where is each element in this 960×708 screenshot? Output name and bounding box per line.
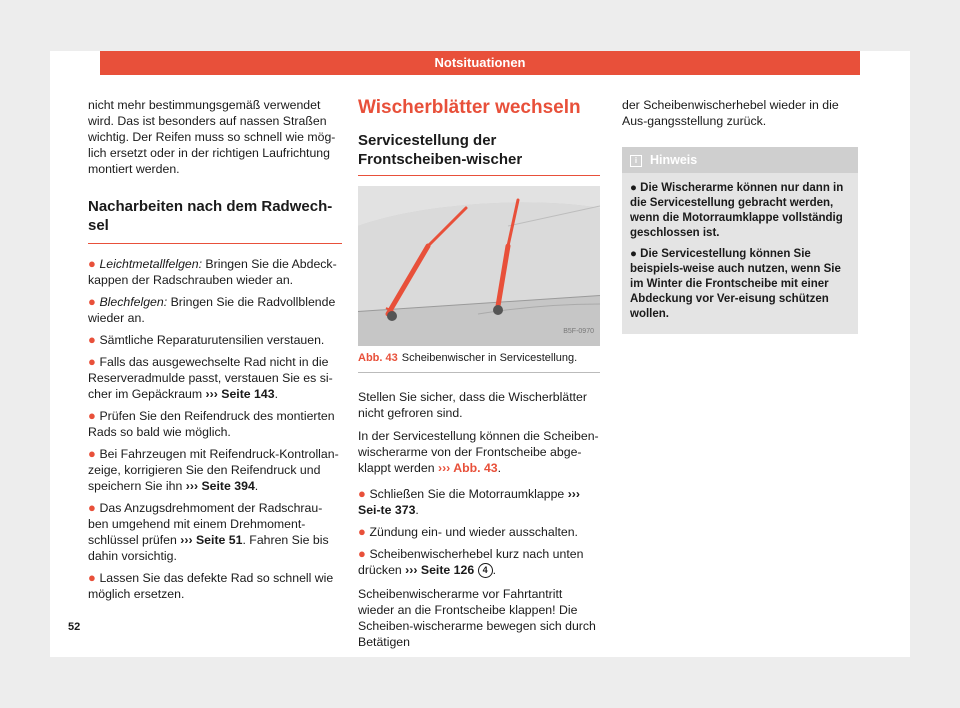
- info-icon: i: [630, 155, 642, 167]
- note-box: [622, 147, 858, 334]
- page-number: 52: [68, 621, 81, 633]
- list-item: ● Falls das ausgewechselte Rad nicht in die Reserveradmulde passt, verstauen Sie es si-cher im Gepäckraum ››› Seite 143.: [88, 354, 333, 401]
- page-link[interactable]: ››› Seite 394: [185, 479, 255, 493]
- page-link[interactable]: ››› Seite 143: [205, 387, 275, 401]
- page: [50, 51, 910, 657]
- bullet-icon: ●: [88, 354, 100, 369]
- column-middle: [358, 97, 600, 657]
- page-link[interactable]: ››› Seite 51: [180, 533, 243, 547]
- bullet-icon: ●: [88, 500, 100, 515]
- list-item: ● Die Servicestellung können Sie beispiels-weise auch nutzen, wenn Sie im Winter die Frontscheibe mit einer Abdeckung vor Ver-eisung schützen wollen.: [630, 248, 841, 320]
- note-body: [622, 173, 858, 334]
- bullet-icon: ●: [358, 486, 370, 501]
- list-item: ● Das Anzugsdrehmoment der Radschrau-ben umgehend mit einem Drehmoment-schlüssel prüfen ››› Seite 51. Fahren Sie bis dahin vorsichtig.: [88, 500, 329, 563]
- page-title: Wischerblätter wechseln: [358, 97, 581, 118]
- column-left: [88, 97, 342, 608]
- page-link[interactable]: ››› Sei-te 373: [358, 487, 580, 517]
- list-item: ● Leichtmetallfelgen: Bringen Sie die Abdeck-kappen der Radschrauben wieder an.: [88, 256, 337, 287]
- bullet-icon: ●: [88, 332, 100, 347]
- section-heading: Servicestellung der Frontscheiben-wischer: [358, 131, 600, 176]
- list-item: ● Blechfelgen: Bringen Sie die Radvollblende wieder an.: [88, 294, 336, 325]
- column-right: [622, 97, 858, 334]
- bullet-icon: ●: [88, 408, 100, 423]
- callout-number: 4: [478, 563, 493, 578]
- list-item: ● Scheibenwischerhebel kurz nach unten drücken ››› Seite 126 4 .: [358, 546, 584, 577]
- paragraph: der Scheibenwischerhebel wieder in die Aus-gangsstellung zurück.: [622, 98, 839, 128]
- list-item: ● Bei Fahrzeugen mit Reifendruck-Kontrollan-zeige, korrigieren Sie den Reifendruck und speichern Sie ihn ››› Seite 394.: [88, 446, 339, 493]
- wiper-figure: [358, 186, 600, 346]
- figure-link[interactable]: ››› Abb. 43: [437, 461, 498, 475]
- paragraph: Scheibenwischerarme vor Fahrtantritt wieder an die Frontscheibe klappen! Die Scheiben-wischerarme bewegen sich durch Betätigen: [358, 587, 596, 649]
- figure-caption: Abb. 43 Scheibenwischer in Servicestellung.: [358, 350, 600, 373]
- bullet-icon: ●: [358, 524, 370, 539]
- list-item: ● Sämtliche Reparaturutensilien verstauen.: [88, 332, 325, 347]
- list-item: ● Zündung ein- und wieder ausschalten.: [358, 524, 578, 539]
- list-item: ● Schließen Sie die Motorraumklappe ››› Sei-te 373.: [358, 486, 580, 517]
- bullet-icon: ●: [88, 570, 100, 585]
- figure-code: B5F-0970: [563, 328, 594, 335]
- page-link[interactable]: ››› Seite 126: [405, 563, 475, 577]
- paragraph: In der Servicestellung können die Scheiben-wischerarme von der Frontscheibe abge-klappt werden ››› Abb. 43.: [358, 429, 599, 475]
- section-header: Notsituationen: [100, 51, 860, 75]
- list-item: ● Prüfen Sie den Reifendruck des montierten Rads so bald wie möglich.: [88, 408, 335, 439]
- note-header: i Hinweis: [622, 147, 858, 173]
- paragraph: Stellen Sie sicher, dass die Wischerblätter nicht gefroren sind.: [358, 390, 587, 420]
- bullet-icon: ●: [88, 446, 100, 461]
- bullet-icon: ●: [88, 294, 100, 309]
- list-item: ● Die Wischerarme können nur dann in die Servicestellung gebracht werden, wenn die Motorraumklappe vollständig geschlossen ist.: [630, 182, 844, 239]
- section-heading: Nacharbeiten nach dem Radwech-sel: [88, 197, 342, 244]
- list-item: ● Lassen Sie das defekte Rad so schnell wie möglich ersetzen.: [88, 570, 334, 601]
- windshield-illustration: [358, 186, 600, 346]
- bullet-icon: ●: [88, 256, 100, 271]
- bullet-icon: ●: [358, 546, 370, 561]
- intro-paragraph: nicht mehr bestimmungsgemäß verwendet wird. Das ist besonders auf nassen Straßen wichtig. Der Reifen muss so schnell wie mög-lich ersetzt oder in der richtigen Laufrichtung montiert werden.: [88, 98, 336, 176]
